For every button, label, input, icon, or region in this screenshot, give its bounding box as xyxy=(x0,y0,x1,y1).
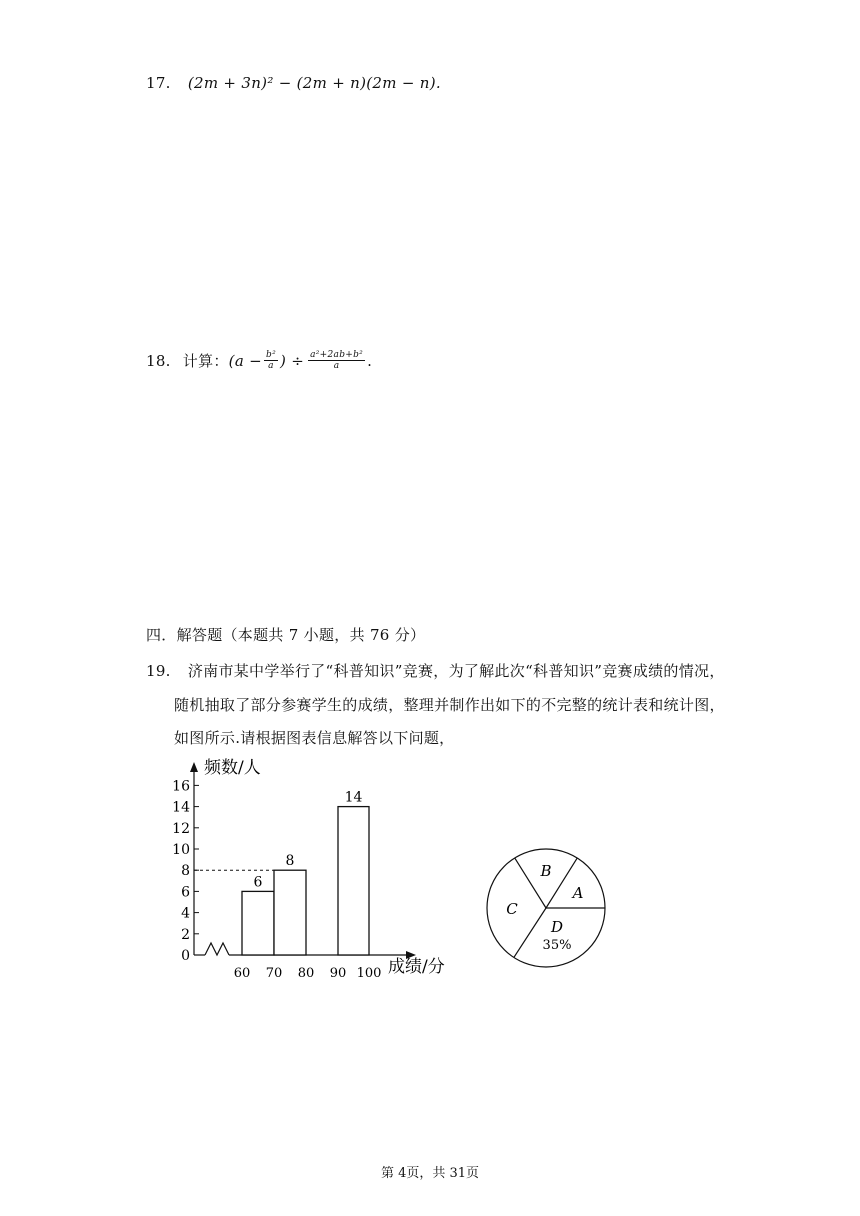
histogram-bar xyxy=(242,891,274,955)
x-tick-label: 100 xyxy=(356,966,382,981)
question-19-text-2: 随机抽取了部分参赛学生的成绩，整理并制作出如下的不完整的统计表和统计图， xyxy=(174,696,725,714)
section-heading: 四．解答题（本题共 7 小题，共 76 分） xyxy=(146,626,426,644)
y-tick-label: 14 xyxy=(172,799,190,816)
y-tick-label: 4 xyxy=(181,905,190,922)
fraction-2-denominator: a xyxy=(333,361,340,371)
pie-slice-label: D xyxy=(550,918,564,936)
question-18-end: . xyxy=(367,351,373,370)
question-18-part1-close: ) ÷ xyxy=(280,351,305,370)
question-18-prefix: 计算： xyxy=(182,352,229,370)
question-17-expression: (2m + 3n)² − (2m + n)(2m − n). xyxy=(187,74,441,92)
x-tick-label: 60 xyxy=(233,966,251,981)
fraction-1-denominator: a xyxy=(268,361,274,371)
question-19-number: 19. xyxy=(146,662,171,680)
y-tick-label: 12 xyxy=(172,820,190,837)
y-tick-label: 16 xyxy=(172,778,190,795)
x-tick-label: 90 xyxy=(329,966,347,981)
y-tick-label: 10 xyxy=(172,842,190,858)
y-tick-label: 6 xyxy=(181,884,190,901)
bar-data-label: 6 xyxy=(253,874,263,891)
histogram-group xyxy=(172,758,445,981)
question-19-text-1: 济南市某中学举行了“科普知识”竞赛，为了解此次“科普知识”竞赛成绩的情况， xyxy=(187,662,725,680)
question-17-number: 17. xyxy=(146,74,171,92)
pie-chart-group xyxy=(487,849,605,967)
pie-slice-label: B xyxy=(540,862,552,880)
pie-slice-label: C xyxy=(506,900,518,918)
bar-data-label: 8 xyxy=(285,853,295,870)
x-tick-label: 70 xyxy=(265,966,283,981)
axis-break-zigzag xyxy=(205,943,229,955)
x-axis-label: 成绩/分 xyxy=(388,957,445,977)
bar-data-label: 14 xyxy=(344,789,363,806)
y-axis-arrow xyxy=(190,762,198,772)
y-tick-label: 8 xyxy=(181,863,190,880)
pie-slice-label: A xyxy=(572,884,584,902)
pie-slice-percent: 35% xyxy=(542,938,572,953)
question-18-part1-open: (a − xyxy=(228,351,263,370)
histogram-bar xyxy=(274,870,306,955)
histogram-bar xyxy=(338,807,369,955)
fraction-1-numerator: b² xyxy=(266,350,276,360)
x-tick-label: 80 xyxy=(297,966,315,981)
fraction-2-numerator: a²+2ab+b² xyxy=(310,350,364,360)
y-tick-label: 2 xyxy=(181,926,190,943)
page-footer: 第 4页，共 31页 xyxy=(380,1166,480,1181)
y-tick-label: 0 xyxy=(181,948,190,964)
question-19-text-3: 如图所示.请根据图表信息解答以下问题， xyxy=(174,729,455,747)
y-axis-label: 频数/人 xyxy=(204,758,261,778)
question-18-number: 18. xyxy=(146,351,171,370)
